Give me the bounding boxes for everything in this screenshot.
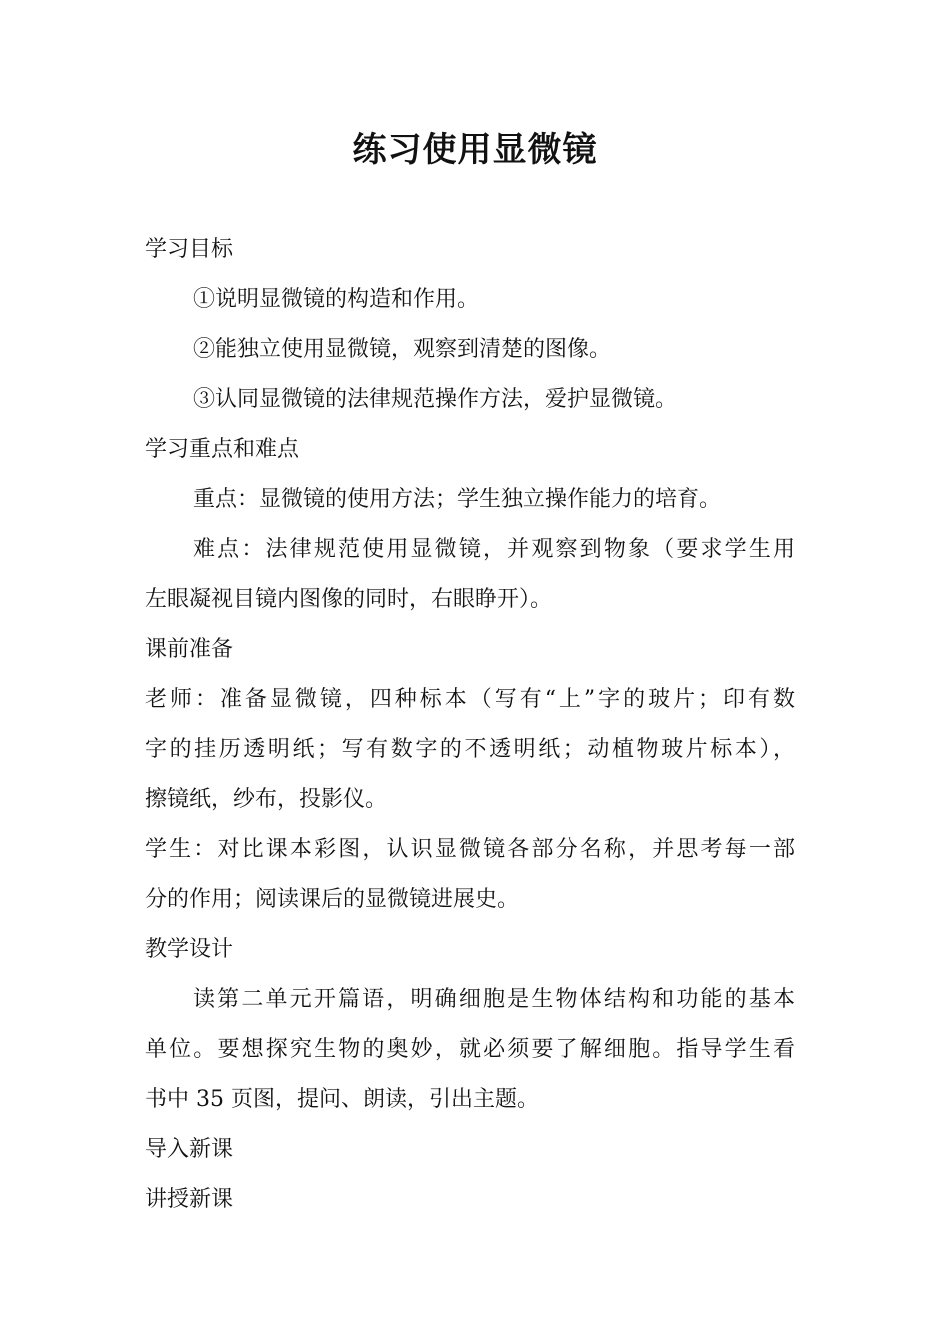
teaching-design-text: 读第二单元开篇语，明确细胞是生物体结构和功能的基本 [193,987,795,1012]
teacher-preparation-text: 字的挂历透明纸；写有数字的不透明纸；动植物玻片标本）， [145,737,795,762]
document-body [145,225,795,1225]
difficulty-text: 难点：法律规范使用显微镜，并观察到物象（要求学生用 [193,537,795,562]
section-heading-preparation: 课前准备 [145,637,234,662]
key-point-text: 重点：显微镜的使用方法；学生独立操作能力的培育。 [193,487,722,512]
student-preparation-text: 学生：对比课本彩图，认识显微镜各部分名称，并思考每一部 [145,837,795,862]
goal-item: ②能独立使用显微镜，观察到清楚的图像。 [193,337,612,362]
section-heading-teaching-design: 教学设计 [145,937,234,962]
difficulty-text-continued: 左眼凝视目镜内图像的同时，右眼睁开）。 [145,587,553,612]
teacher-preparation-text: 老师：准备显微镜，四种标本（写有“上”字的玻片；印有数 [145,687,795,712]
student-preparation-text: 分的作用；阅读课后的显微镜进展史。 [145,887,520,912]
goal-item: ③认同显微镜的法律规范操作方法，爱护显微镜。 [193,387,678,412]
teacher-preparation-text: 擦镜纸，纱布，投影仪。 [145,787,388,812]
goal-item: ①说明显微镜的构造和作用。 [193,287,480,312]
section-heading-introduction: 导入新课 [145,1137,234,1162]
section-heading-key-points: 学习重点和难点 [145,437,300,462]
document-title: 练习使用显微镜 [352,130,598,170]
teaching-design-text: 单位。要想探究生物的奥妙，就必须要了解细胞。指导学生看 [145,1037,795,1062]
section-heading-new-lesson: 讲授新课 [145,1187,234,1212]
section-heading-learning-goals: 学习目标 [145,237,234,262]
teaching-design-text: 书中 35 页图，提问、朗读，引出主题。 [145,1087,539,1112]
